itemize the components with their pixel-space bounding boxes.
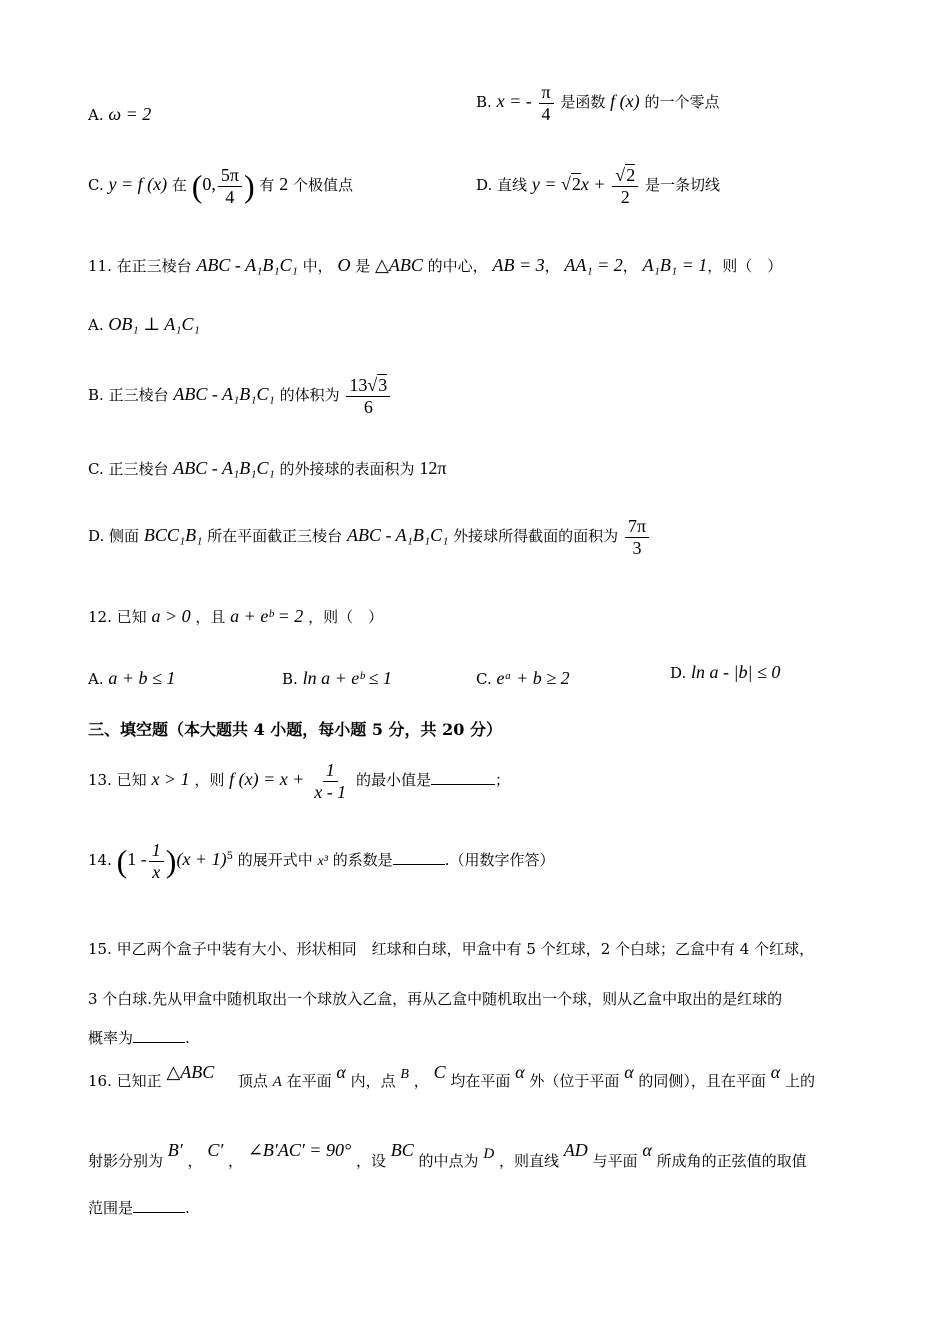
fraction: $\frac{13√3}{6}$ <box>346 375 390 417</box>
q14: 14. (1 - $\frac{1}{x}$ )$(x + 1)^5$ 的展开式中 x³ 的系数是 .（用数字作答） <box>88 840 555 882</box>
fraction: $\frac{5\pi}{4}$ <box>218 165 242 207</box>
answer-blank[interactable] <box>133 1028 185 1043</box>
q16-line-3: 范围是 . <box>88 1199 190 1217</box>
answer-blank[interactable] <box>431 770 495 785</box>
fraction: $\frac{1}{x - 1}$ <box>314 760 347 802</box>
q12-option-a: A. a + b ≤ 1 <box>88 668 176 688</box>
fraction: $\frac{√2}{2}$ <box>612 165 638 207</box>
q10-option-c: C. y = f (x) 在 (0, $\frac{5\pi}{4}$ ) 有 2 个极值点 <box>88 165 353 207</box>
fraction: $\frac{7\pi}{3}$ <box>625 516 649 558</box>
fraction: $\frac{\pi}{4}$ <box>539 82 554 124</box>
q16-line-1: 16. 已知正 △ABC 顶点 A 在平面 α 内，点 B ， C 均在平面 α 外（位于平面 α 的同侧），且在平面 α 上的 <box>88 1062 815 1090</box>
q13: 13. 已知 x > 1 ，则 f (x) = x + $\frac{1}{x - 1}$ 的最小值是 ； <box>88 760 510 802</box>
q12-stem: 12. 已知 a > 0 ，且 a + eᵇ = 2 ，则（ ） <box>88 606 384 626</box>
q10-option-a: A. ω = 2 <box>88 104 152 124</box>
answer-blank[interactable] <box>133 1198 185 1213</box>
q12-option-c: C. eᵃ + b ≥ 2 <box>476 668 570 688</box>
fraction: $\frac{1}{x}$ <box>149 840 164 882</box>
q15-line-2: 3 个白球.先从甲盒中随机取出一个球放入乙盒，再从乙盒中随机取出一个球，则从乙盒中取出的是红球的 <box>88 990 783 1008</box>
q11-stem: 11. 在正三棱台 ABC - A₁B₁C₁ 中， O 是 △ABC 的中心， AB = 3， AA₁ = 2， A₁B₁ = 1，则（ ） <box>88 255 783 275</box>
q12-option-d: D. ln a - |b| ≤ 0 <box>670 662 781 682</box>
q15-line-1: 15. 甲乙两个盒子中装有大小、形状相同 红球和白球，甲盒中有 5 个红球，2 个白球；乙盒中有 4 个红球， <box>88 940 815 958</box>
q11-option-d: D. 侧面 BCC₁B₁ 所在平面截正三棱台 ABC - A₁B₁C₁ 外接球所得截面的面积为 $\frac{7\pi}{3}$ <box>88 516 651 558</box>
q15-line-3: 概率为 . <box>88 1029 190 1047</box>
q16-line-2: 射影分别为 B′ ， C′ ， ∠B′AC′ = 90° ，设 BC 的中点为 D ，则直线 AD 与平面 α 所成角的正弦值的取值 <box>88 1140 807 1170</box>
q10-option-d: D. 直线 y = √2x + $\frac{√2}{2}$ 是一条切线 <box>476 165 720 207</box>
q11-option-c: C. 正三棱台 ABC - A₁B₁C₁ 的外接球的表面积为 12π <box>88 458 447 478</box>
q11-option-a: A. OB₁ ⊥ A₁C₁ <box>88 314 200 334</box>
q12-option-b: B. ln a + eᵇ ≤ 1 <box>282 668 392 688</box>
section-heading: 三、填空题（本大题共 4 小题，每小题 5 分，共 20 分） <box>88 720 502 739</box>
q10-option-b: B. x = - $\frac{\pi}{4}$ 是函数 f (x) 的一个零点 <box>476 82 720 124</box>
math-expression: ω = 2 <box>108 104 152 124</box>
q11-option-b: B. 正三棱台 ABC - A₁B₁C₁ 的体积为 $\frac{13√3}{6}$ <box>88 375 392 417</box>
answer-blank[interactable] <box>393 850 445 865</box>
